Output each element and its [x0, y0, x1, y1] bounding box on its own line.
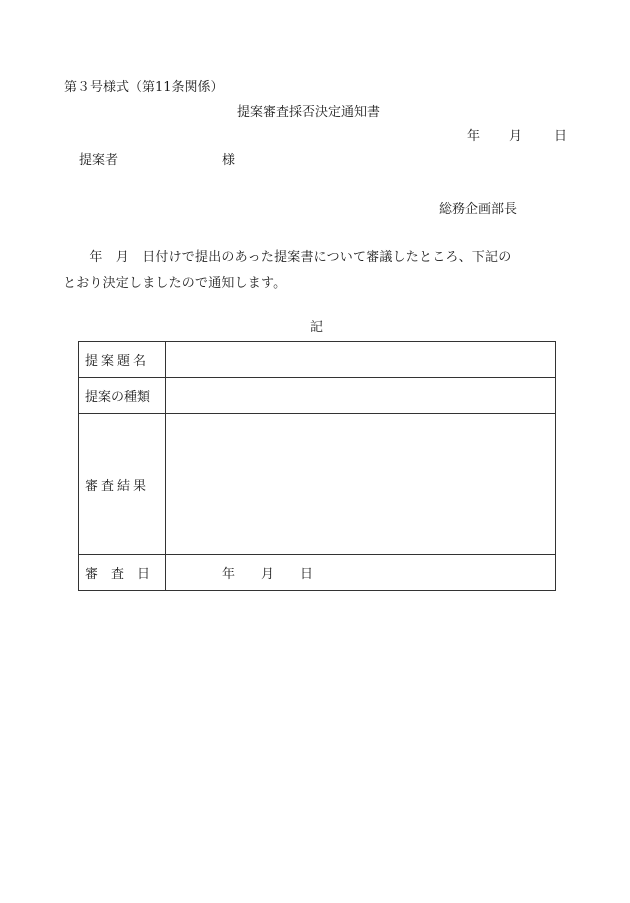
addressee-honorific: 様: [222, 153, 236, 168]
body-text: [63, 245, 573, 297]
table-row: [79, 555, 556, 591]
body-line-2: とおり決定しましたので通知します。: [63, 276, 287, 291]
row-value-proposal-title: [166, 342, 556, 378]
table-row: [79, 378, 556, 414]
document-title: 提案審査採否決定通知書: [237, 105, 381, 120]
date-year: 年: [467, 129, 481, 144]
row-label-proposal-title: 提案題名: [79, 342, 166, 378]
addressee-label: 提案者: [79, 153, 119, 168]
form-number: 第３号様式（第11条関係）: [64, 80, 224, 95]
body-line-1: 年 月 日付けで提出のあった提案書について審議したところ、下記の: [63, 250, 512, 265]
row-value-review-result: [166, 414, 556, 555]
issue-date: [467, 129, 567, 145]
ki-heading: 記: [310, 320, 324, 335]
row-label-review-result: 審査結果: [79, 414, 166, 555]
row-value-proposal-type: [166, 378, 556, 414]
table-row: [79, 414, 556, 555]
table-row: [79, 342, 556, 378]
date-day: 日: [554, 129, 568, 144]
review-table: [78, 341, 556, 591]
row-label-proposal-type: 提案の種類: [79, 378, 166, 414]
row-value-review-date: 年 月 日: [166, 555, 556, 591]
date-month: 月: [509, 129, 523, 144]
issuer-title: 総務企画部長: [439, 202, 518, 217]
row-label-review-date: 審 査 日: [79, 555, 166, 591]
